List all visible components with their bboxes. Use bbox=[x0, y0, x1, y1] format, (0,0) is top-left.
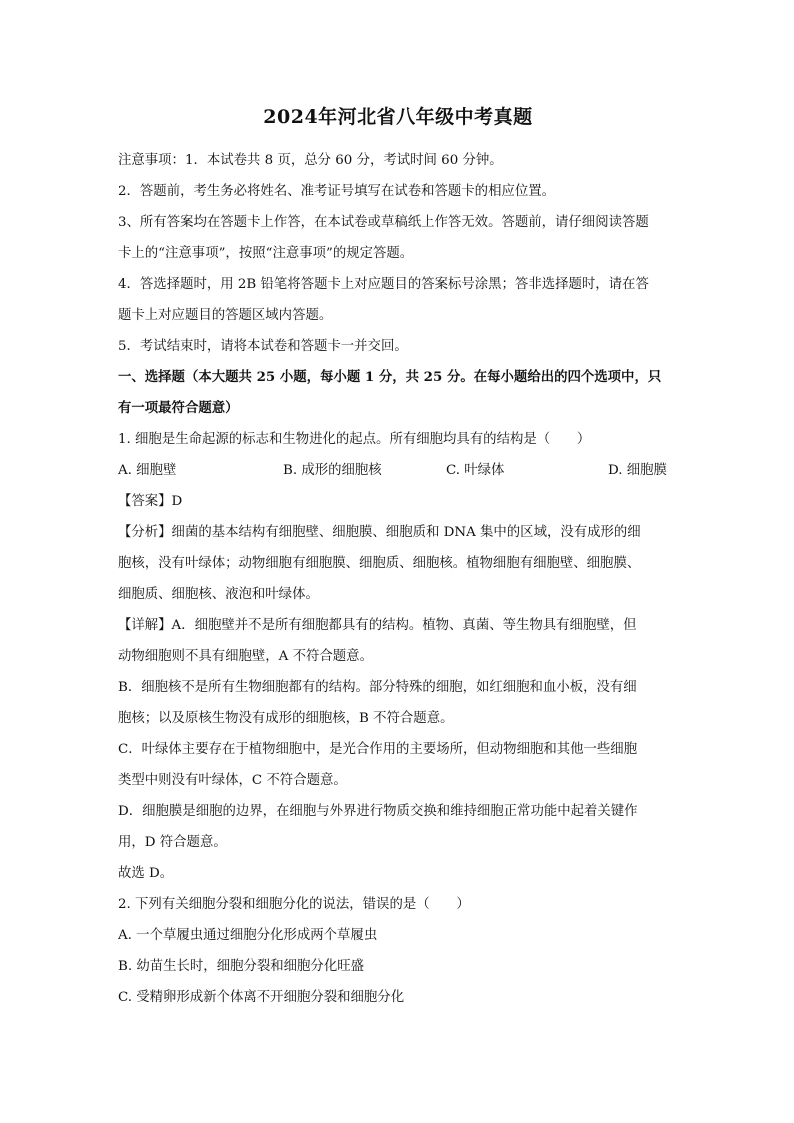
question-1-detail: 类型中则没有叶绿体，C 不符合题意。 bbox=[118, 773, 347, 788]
notes-line: 3、所有答案均在答题卡上作答，在本试卷或草稿纸上作答无效。答题前，请仔细阅读答题 bbox=[118, 215, 649, 230]
section-heading: 有一项最符合题意） bbox=[118, 400, 239, 416]
question-1-stem: 1. 细胞是生命起源的标志和生物进化的起点。所有细胞均具有的结构是（ ） bbox=[118, 432, 591, 447]
page-content bbox=[118, 102, 678, 1013]
option-d: D. 细胞膜 bbox=[608, 463, 667, 478]
question-1-detail: 【详解】A．细胞壁并不是所有细胞都具有的结构。植物、真菌、等生物具有细胞壁，但 bbox=[118, 618, 637, 633]
question-1-analysis: 【分析】细菌的基本结构有细胞壁、细胞膜、细胞质和 DNA 集中的区域，没有成形的细 bbox=[118, 525, 641, 540]
question-1-detail: 故选 D。 bbox=[118, 866, 174, 881]
question-2-stem: 2. 下列有关细胞分裂和细胞分化的说法，错误的是（ ） bbox=[118, 897, 470, 912]
question-2-option-b: B. 幼苗生长时，细胞分裂和细胞分化旺盛 bbox=[118, 959, 364, 974]
question-1-detail: 用，D 符合题意。 bbox=[118, 835, 227, 850]
notes-line: 注意事项：1．本试卷共 8 页，总分 60 分，考试时间 60 分钟。 bbox=[118, 153, 503, 168]
notes-line: 5．考试结束时，请将本试卷和答题卡一并交回。 bbox=[118, 339, 408, 354]
notes-line: 2．答题前，考生务必将姓名、准考证号填写在试卷和答题卡的相应位置。 bbox=[118, 184, 556, 199]
question-1-options bbox=[118, 455, 678, 486]
question-2-option-a: A. 一个草履虫通过细胞分化形成两个草履虫 bbox=[118, 928, 378, 943]
notes-line: 卡上的“注意事项”，按照“注意事项”的规定答题。 bbox=[118, 246, 414, 261]
question-1-detail: B．细胞核不是所有生物细胞都有的结构。部分特殊的细胞，如红细胞和血小板，没有细 bbox=[118, 680, 637, 695]
section-heading: 一、选择题（本大题共 25 小题，每小题 1 分，共 25 分。在每小题给出的四个选项中，只 bbox=[118, 369, 662, 385]
option-b: B. 成形的细胞核 bbox=[283, 463, 382, 478]
question-1-detail: D．细胞膜是细胞的边界，在细胞与外界进行物质交换和维持细胞正常功能中起着关键作 bbox=[118, 804, 638, 819]
option-c: C. 叶绿体 bbox=[446, 463, 505, 478]
question-1-analysis: 细胞质、细胞核、液泡和叶绿体。 bbox=[118, 587, 319, 602]
notes-line: 题卡上对应题目的答题区域内答题。 bbox=[118, 308, 333, 323]
question-1-detail: C．叶绿体主要存在于植物细胞中，是光合作用的主要场所，但动物细胞和其他一些细胞 bbox=[118, 742, 638, 757]
notes-line: 4．答选择题时，用 2B 铅笔将答题卡上对应题目的答案标号涂黑；答非选择题时，请在答 bbox=[118, 277, 649, 292]
question-1-detail: 胞核；以及原核生物没有成形的细胞核，B 不符合题意。 bbox=[118, 711, 454, 726]
question-1-answer: 【答案】D bbox=[118, 494, 183, 509]
question-1-analysis: 胞核，没有叶绿体；动物细胞有细胞膜、细胞质、细胞核。植物细胞有细胞壁、细胞膜、 bbox=[118, 556, 641, 571]
option-a: A. 细胞壁 bbox=[118, 463, 177, 478]
page-title: 2024年河北省八年级中考真题 bbox=[263, 106, 533, 128]
question-1-detail: 动物细胞则不具有细胞壁，A 不符合题意。 bbox=[118, 649, 373, 664]
question-2-option-c: C. 受精卵形成新个体离不开细胞分裂和细胞分化 bbox=[118, 990, 405, 1005]
